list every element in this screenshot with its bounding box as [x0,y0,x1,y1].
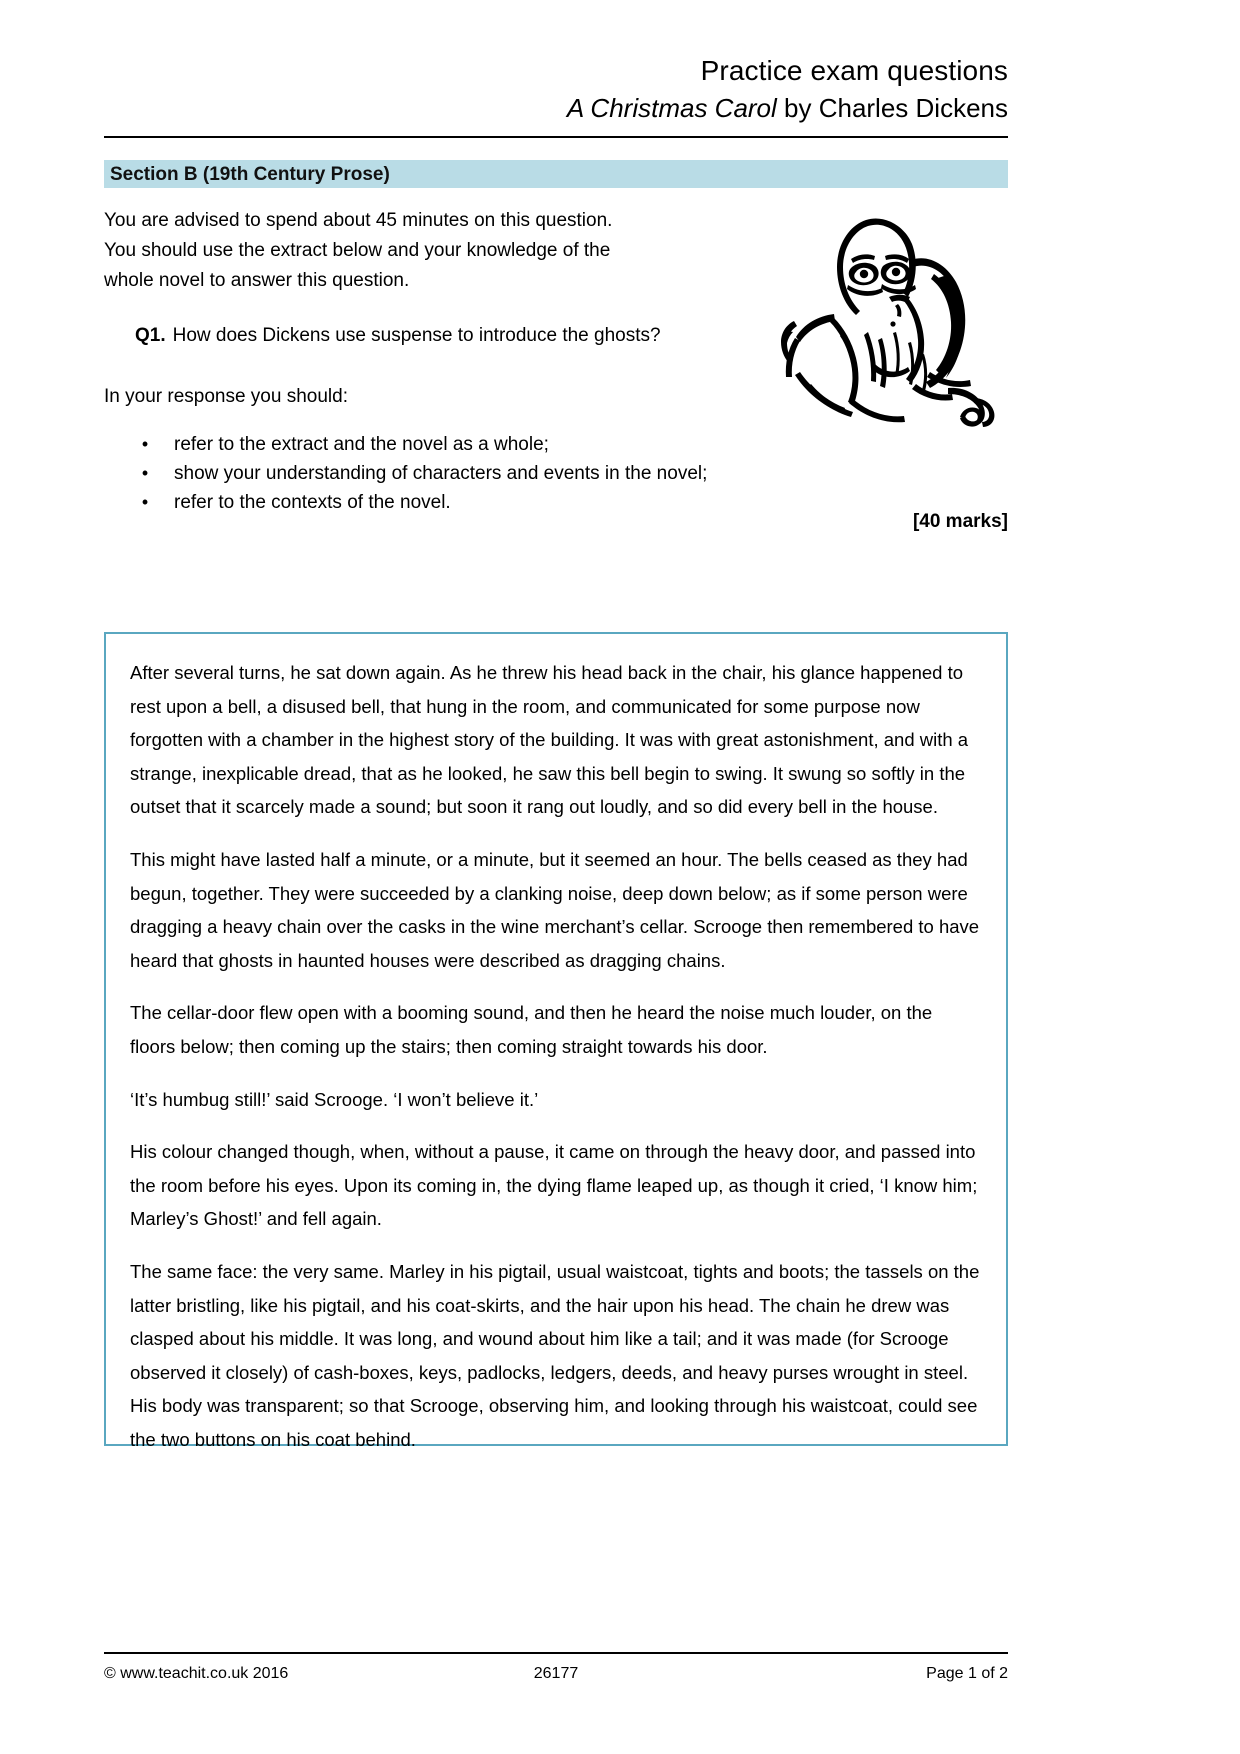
bullet-icon: • [141,492,149,512]
extract-box [104,632,1008,1450]
extract-paragraph: The same face: the very same. Marley in his pigtail, usual waistcoat, tights and boots; the tassels on the latter bristling, like his pigtail, and his coat-skirts, and the hair upon his head. The chain he drew was clasped about his middle. It was long, and wound about him like a tail; and it was made (for Scrooge observed it closely) of cash-boxes, keys, padlocks, ledgers, deeds, and heavy purses wrought in steel. His body was transparent; so that Scrooge, observing him, and looking through his waistcoat, could see the two buttons on his coat behind. [130,1260,980,1450]
ghost-illustration [748,212,1010,432]
extract-paragraph: ‘It’s humbug still!’ said Scrooge. ‘I won’t believe it.’ [130,1088,539,1110]
bullet-icon: • [141,463,149,483]
question-text: How does Dickens use suspense to introduce the ghosts? [172,325,661,346]
page-header [104,52,1008,126]
response-bullet-list [104,430,864,517]
instructions-block [104,206,744,296]
extract-paragraph: His colour changed though, when, without a pause, it came on through the heavy door, and passed into the room before his eyes. Upon its coming in, the dying flame leaped up, as though it cried, ‘I know him; Marley’s Ghost!’ and fell again. [130,1141,978,1230]
list-item-label: show your understanding of characters and events in the novel; [174,463,708,484]
extract-paragraph: The cellar-door flew open with a booming sound, and then he heard the noise much louder, on the floors below; then coming up the stairs; then coming straight towards his door. [130,1002,933,1057]
list-item [104,459,864,488]
extract-paragraph: After several turns, he sat down again. As he threw his head back in the chair, his glance happened to rest upon a bell, a disused bell, that hung in the room, and communicated for some purpose now forgotten with a chamber in the highest story of the building. It was with great astonishment, and with a strange, inexplicable dread, that as he looked, he saw this bell begin to swing. It swung so softly in the outset that it scarcely made a sound; but soon it rang out loudly, and so did every bell in the house. [130,662,969,818]
book-author: by Charles Dickens [776,93,1008,123]
book-title: A Christmas Carol [566,93,777,123]
instructions-line-3: whole novel to answer this question. [104,270,410,291]
bullet-icon: • [141,434,149,454]
footer-copyright: © www.teachit.co.uk 2016 [104,1665,289,1682]
extract-content [106,634,1006,1456]
section-heading-bar [104,160,1008,188]
footer-divider [104,1652,1008,1654]
page-footer [104,1662,1008,1686]
list-item-label: refer to the contexts of the novel. [174,492,451,513]
header-title: Practice exam questions [700,55,1008,86]
question-number: Q1. [135,325,166,346]
list-item [104,430,864,459]
header-subtitle [104,90,1008,126]
header-divider [104,136,1008,138]
extract-paragraph: This might have lasted half a minute, or a minute, but it seemed an hour. The bells ceased as they had begun, together. They were succeeded by a clanking noise, deep down below; as if some person were dragging a heavy chain over the casks in the wine merchant’s cellar. Scrooge then remembered to have heard that ghosts in haunted houses were described as dragging chains. [130,848,980,971]
instructions-line-1: You are advised to spend about 45 minutes on this question. [104,210,613,231]
footer-page-number: Page 1 of 2 [926,1665,1008,1682]
section-heading-label: Section B (19th Century Prose) [110,164,390,185]
instructions-line-2: You should use the extract below and your knowledge of the [104,240,611,261]
marks-label: [40 marks] [912,511,1008,532]
list-item-label: refer to the extract and the novel as a whole; [174,434,549,455]
footer-resource-id: 26177 [533,1665,579,1682]
response-lead-in: In your response you should: [104,386,348,407]
